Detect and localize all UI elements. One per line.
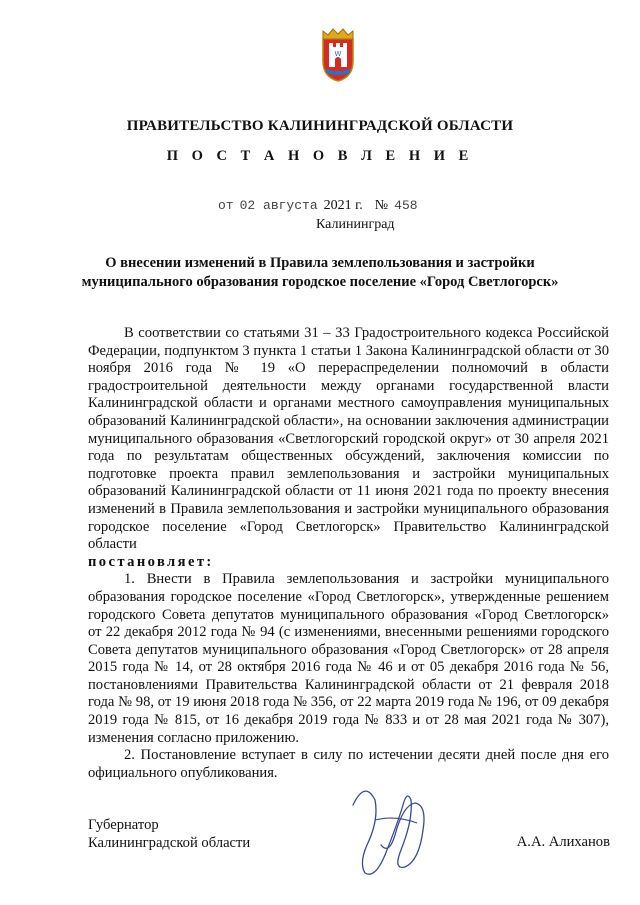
date-year: 2021 г.: [323, 198, 363, 213]
decree-type-title: П О С Т А Н О В Л Е Н И Е: [166, 148, 474, 164]
svg-text:W: W: [334, 50, 342, 58]
preamble-text: В соответствии со статьями 31 – 33 Градостроительного кодекса Российской Федерации, подпунктом 3 пункта 1 статьи 1 Закона Калининградской области от 30 ноября 2016 года № 19 «О перераспределении полномочий в области градостроительной деятельности между органами государственной власти Калининградской области и органами местного самоуправления муниципальных образований Калининградской области», на основании заключения администрации муниципального образования «Светлогорский городской округ» от 30 апреля 2021 года по результатам общественных обсуждений, заключения комиссии по подготовке проекта правил землепользования и застройки муниципальных образований Калининградской области от 11 июня 2021 года по проекту внесения изменений в Правила землепользования и застройки муниципального образования городское поселение «Город Светлогорск» Правительство Калининградской области: [88, 325, 609, 553]
number-sign: №: [374, 198, 389, 213]
government-title: ПРАВИТЕЛЬСТВО КАЛИНИНГРАДСКОЙ ОБЛАСТИ: [126, 118, 514, 134]
subject-line-1: О внесении изменений в Правила землепользования и застройки: [105, 255, 535, 271]
decree-city: Калининград: [316, 217, 395, 232]
signatory-title-line-1: Губернатор: [88, 817, 159, 833]
item-1-paragraph: 1. Внести в Правила землепользования и застройки муниципального образования городское поселение «Город Светлогорск», утвержденные решением городского Совета депутатов муниципального образования «Город Светлогорск» от 22 декабря 2012 года № 94 (с изменениями, внесенными решениями городского Совета депутатов муниципального образования «Город Светлогорск» от 28 апреля 2015 года № 14, от 28 октября 2016 года № 46 и от 05 декабря 2016 года № 56, постановлениями Правительства Калининградской области от 21 февраля 2018 года № 98, от 19 июня 2018 года № 356, от 22 марта 2019 года № 196, от 09 декабря 2019 года № 815, от 16 декабря 2019 года № 833 и от 28 мая 2021 года № 307), изменения согласно приложению.: [88, 571, 609, 746]
decree-number: 458: [394, 198, 418, 213]
decree-body: [88, 325, 609, 782]
kaliningrad-coat-of-arms-icon: [315, 25, 361, 83]
decree-date-line: [218, 198, 418, 214]
date-day-month: 02 августа: [239, 198, 318, 213]
date-prefix: от: [218, 198, 234, 213]
subject-line-2: муниципального образования городское поселение «Город Светлогорск»: [81, 274, 559, 290]
signatory-title-line-2: Калининградской области: [88, 834, 251, 851]
preamble-paragraph: [88, 325, 609, 571]
item-2-paragraph: 2. Постановление вступает в силу по истечении десяти дней после дня его официального опубликования.: [88, 747, 609, 781]
decree-subject: [60, 254, 580, 292]
signatory-title: [88, 817, 250, 852]
signatory-name: А.А. Алиханов: [516, 834, 610, 850]
handwritten-signature-icon: [345, 775, 435, 885]
decree-verb: постановляет:: [88, 553, 214, 570]
